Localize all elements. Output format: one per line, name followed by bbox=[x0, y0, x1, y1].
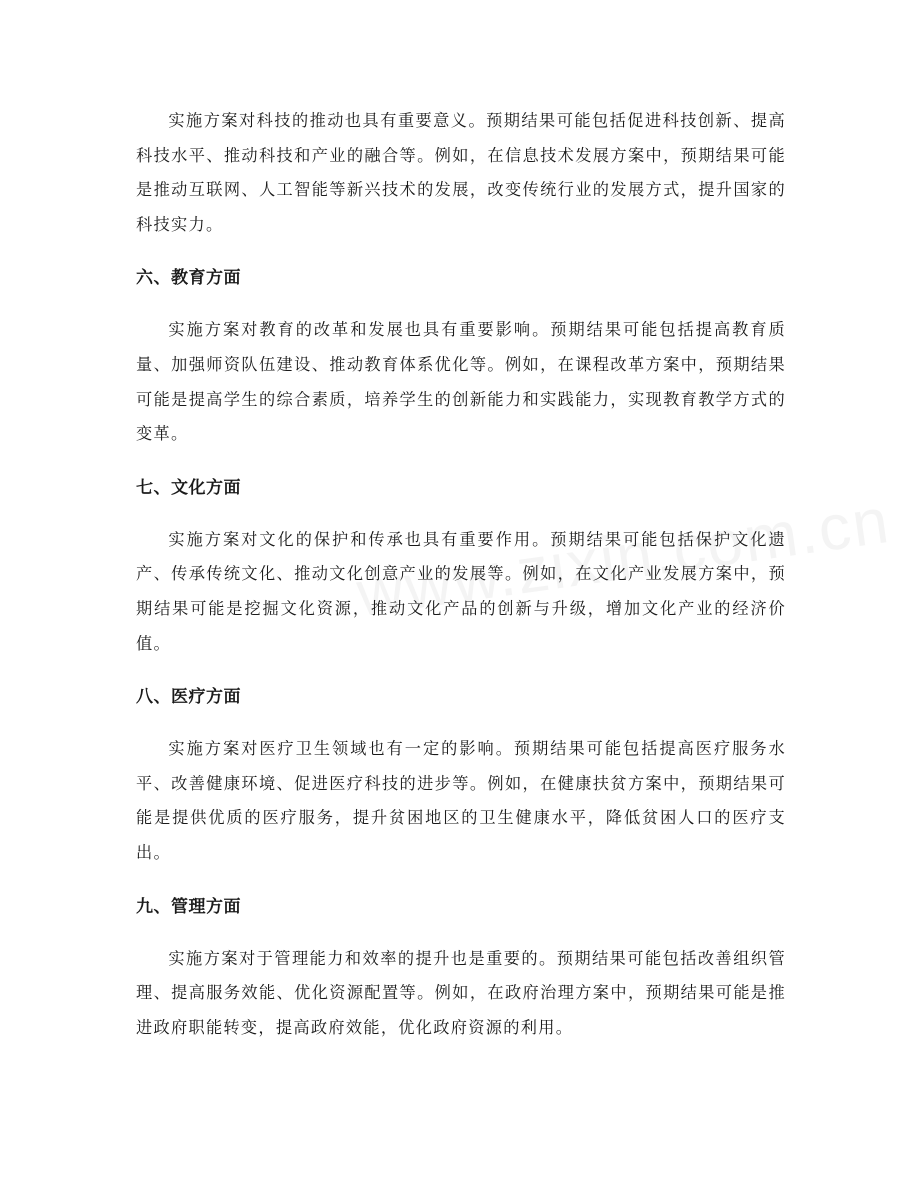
paragraph-education: 实施方案对教育的改革和发展也具有重要影响。预期结果可能包括提高教育质量、加强师资队伍建设、推动教育体系优化等。例如，在课程改革方案中，预期结果可能是提高学生的综合素质，培养学生的创新能力和实践能力，实现教育教学方式的变革。 bbox=[136, 320, 786, 444]
paragraph-management: 实施方案对于管理能力和效率的提升也是重要的。预期结果可能包括改善组织管理、提高服务效能、优化资源配置等。例如，在政府治理方案中，预期结果可能是推进政府职能转变，提高政府效能，优化政府资源的利用。 bbox=[136, 948, 786, 1037]
paragraph-medical: 实施方案对医疗卫生领域也有一定的影响。预期结果可能包括提高医疗服务水平、改善健康环境、促进医疗科技的进步等。例如，在健康扶贫方案中，预期结果可能是提供优质的医疗服务，提升贫困地区的卫生健康水平，降低贫困人口的医疗支出。 bbox=[136, 739, 786, 862]
heading-medical: 八、医疗方面 bbox=[136, 687, 241, 708]
heading-management: 九、管理方面 bbox=[136, 896, 241, 917]
heading-culture: 七、文化方面 bbox=[136, 477, 241, 498]
paragraph-culture: 实施方案对文化的保护和传承也具有重要作用。预期结果可能包括保护文化遗产、传承传统文化、推动文化创意产业的发展等。例如，在文化产业发展方案中，预期结果可能是挖掘文化资源，推动文化产品的创新与升级，增加文化产业的经济价值。 bbox=[136, 529, 786, 653]
document-body bbox=[136, 104, 786, 1045]
heading-education: 六、教育方面 bbox=[136, 268, 241, 289]
paragraph-technology: 实施方案对科技的推动也具有重要意义。预期结果可能包括促进科技创新、提高科技水平、推动科技和产业的融合等。例如，在信息技术发展方案中，预期结果可能是推动互联网、人工智能等新兴技术的发展，改变传统行业的发展方式，提升国家的科技实力。 bbox=[136, 111, 786, 234]
